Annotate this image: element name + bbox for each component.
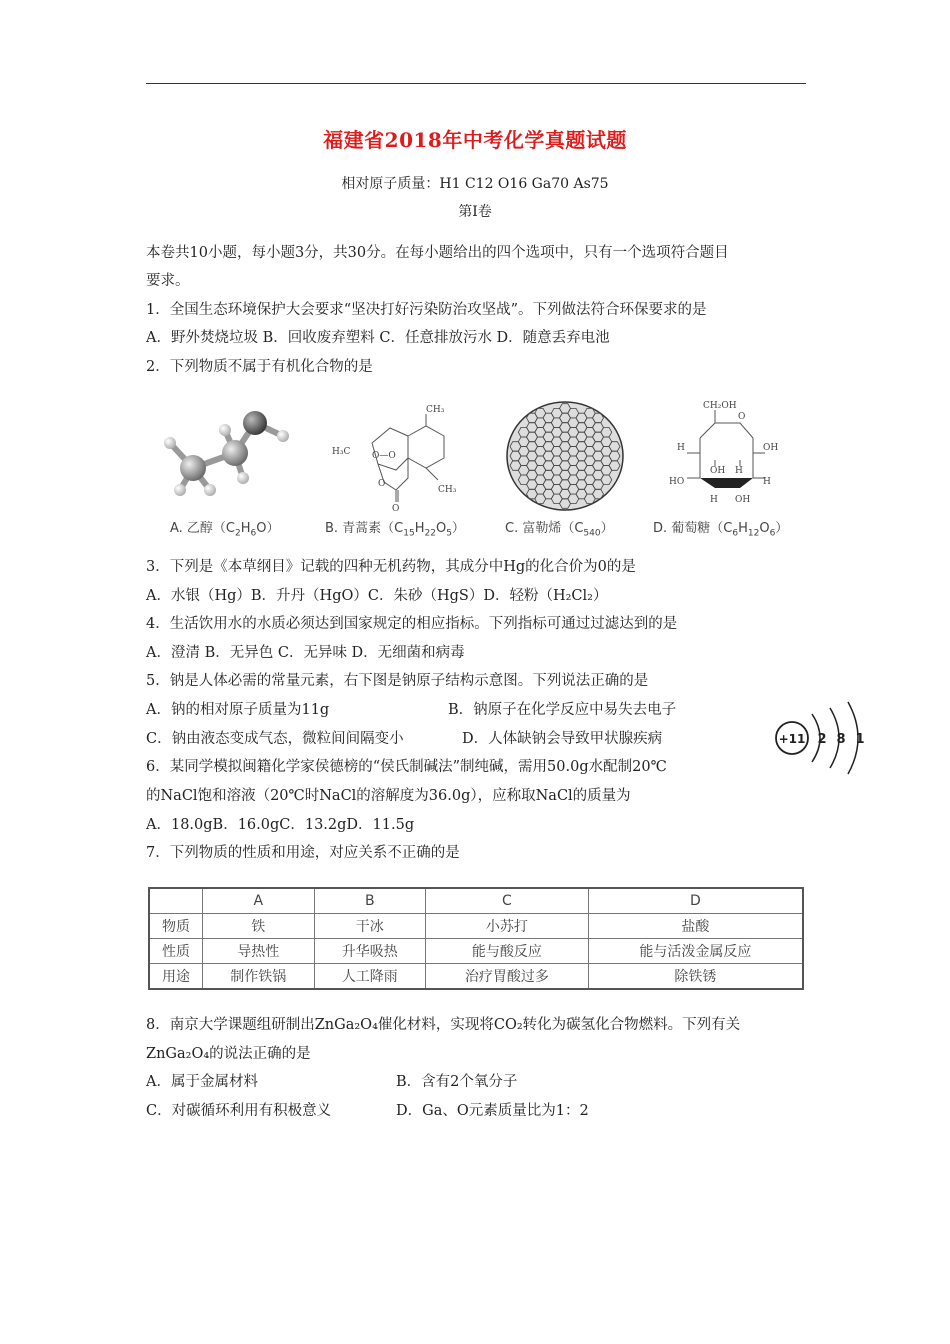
q5-stem: 5．钠是人体必需的常量元素，右下图是钠原子结构示意图。下列说法正确的是	[146, 673, 649, 689]
nucleus-charge: +11	[778, 732, 806, 746]
sodium-atom-diagram	[772, 700, 872, 780]
glucose-oh-label: OH	[763, 443, 779, 453]
q8-line-2: ZnGa₂O₄的说法正确的是	[146, 1046, 311, 1062]
q6-line-1: 6．某同学模拟闽籍化学家侯德榜的“侯氏制碱法”制纯碱，需用50.0g水配制20℃	[146, 759, 667, 775]
q6-line-2: 的NaCl饱和溶液（20℃时NaCl的溶解度为36.0g），应称取NaCl的质量为	[146, 788, 631, 804]
q3-stem: 3．下列是《本草纲目》记载的四种无机药物，其成分中Hg的化合价为0的是	[146, 559, 636, 575]
caption-ethanol: A. 乙醇$(C_2H_6O)$	[170, 521, 280, 539]
table-cell: 性质	[149, 939, 203, 964]
table-cell: 物质	[149, 914, 203, 939]
atomic-masses: 相对原子质量：H1 C12 O16 Ga70 As75	[341, 176, 609, 192]
ch2oh-label: CH₂OH	[703, 401, 737, 411]
table-cell: 除铁锈	[588, 964, 803, 990]
table-cell: 能与酸反应	[426, 939, 589, 964]
carbonyl-o-label: O	[392, 504, 400, 513]
q1-stem: 1．全国生态环境保护大会要求“坚决打好污染防治攻坚战”。下列做法符合环保要求的是	[146, 302, 707, 318]
table-cell: 干冰	[314, 914, 426, 939]
q5-option-c: C．钠由液态变成气态，微粒间间隔变小	[146, 731, 404, 747]
table-cell: 盐酸	[588, 914, 803, 939]
table-row	[149, 964, 803, 990]
table-row	[149, 939, 803, 964]
table-cell: 小苏打	[426, 914, 589, 939]
header-rule	[146, 83, 806, 84]
glucose-oh-inner-label: OH	[710, 466, 726, 476]
q8-option-d: D．Ga、O元素质量比为1：2	[396, 1103, 589, 1119]
q8-option-a: A．属于金属材料	[146, 1074, 258, 1090]
table-cell: 能与活泼金属反应	[588, 939, 803, 964]
q4-options: A．澄清 B．无异色 C．无异味 D．无细菌和病毒	[146, 645, 465, 661]
table-cell: 铁	[203, 914, 315, 939]
shell-1-electrons: 2	[817, 732, 827, 747]
shell-3-electrons: 1	[855, 732, 865, 747]
table-cell: 人工降雨	[314, 964, 426, 990]
ch3-right-label: CH₃	[438, 485, 457, 495]
q5-option-b: B．钠原子在化学反应中易失去电子	[448, 702, 677, 718]
table-cell: 升华吸热	[314, 939, 426, 964]
glucose-o-label: O	[738, 412, 746, 422]
table-row	[149, 914, 803, 939]
shell-2-electrons: 8	[836, 732, 846, 747]
caption-fullerene: C. 富勒烯$(C_{540})$	[505, 521, 614, 539]
q6-options: A．18.0gB．16.0gC．13.2gD．11.5g	[146, 817, 415, 833]
peroxide-label: O—O	[372, 451, 396, 461]
q8-option-b: B．含有2个氧分子	[396, 1074, 518, 1090]
ch3-top-label: CH₃	[426, 405, 445, 415]
table-header-cell: B	[314, 888, 426, 914]
q5-option-a: A．钠的相对原子质量为11g	[146, 702, 330, 718]
page-title: 福建省2018年中考化学真题试题	[323, 128, 627, 152]
glucose-h-inner-label: H	[735, 466, 743, 476]
properties-table	[148, 887, 804, 990]
section-heading: 第Ⅰ卷	[458, 204, 492, 220]
table-cell: 用途	[149, 964, 203, 990]
q8-option-c: C．对碳循环利用有积极意义	[146, 1103, 332, 1119]
ring-o-label: O	[378, 479, 386, 489]
caption-glucose: D. 葡萄糖$(C_6H_{12}O_6)$	[653, 521, 789, 539]
table-header-cell	[149, 888, 203, 914]
q8-line-1: 8．南京大学课题组研制出ZnGa₂O₄催化材料，实现将CO₂转化为碳氢化合物燃料。下列有关	[146, 1017, 741, 1033]
h3c-label: H₃C	[332, 447, 351, 457]
table-header-cell: D	[588, 888, 803, 914]
glucose-h-bottom-label: H	[710, 495, 718, 505]
table-cell: 导热性	[203, 939, 315, 964]
table-cell: 治疗胃酸过多	[426, 964, 589, 990]
q5-option-d: D．人体缺钠会导致甲状腺疾病	[462, 731, 663, 747]
glucose-ho-label: HO	[669, 477, 685, 487]
table-cell: 制作铁锅	[203, 964, 315, 990]
glucose-h-right-label: H	[763, 477, 771, 487]
q1-options: A．野外焚烧垃圾 B．回收废弃塑料 C．任意排放污水 D．随意丢弃电池	[146, 330, 610, 346]
intro-line-1: 本卷共10小题，每小题3分，共30分。在每小题给出的四个选项中，只有一个选项符合题目	[146, 245, 729, 261]
q3-options: A．水银（Hg）B．升丹（HgO）C．朱砂（HgS）D．轻粉（H₂Cl₂）	[146, 588, 608, 604]
q7-stem: 7．下列物质的性质和用途，对应关系不正确的是	[146, 845, 460, 861]
q4-stem: 4．生活饮用水的水质必须达到国家规定的相应指标。下列指标可通过过滤达到的是	[146, 616, 678, 632]
glucose-oh-bottom-label: OH	[735, 495, 751, 505]
glucose-h-label: H	[677, 443, 685, 453]
table-header-cell: C	[426, 888, 589, 914]
table-header-row	[149, 888, 803, 914]
intro-line-2: 要求。	[146, 273, 190, 289]
q2-stem: 2．下列物质不属于有机化合物的是	[146, 359, 373, 375]
caption-artemisinin: B. 青蒿素$(C_{15}H_{22}O_5)$	[325, 521, 465, 539]
table-header-cell: A	[203, 888, 315, 914]
